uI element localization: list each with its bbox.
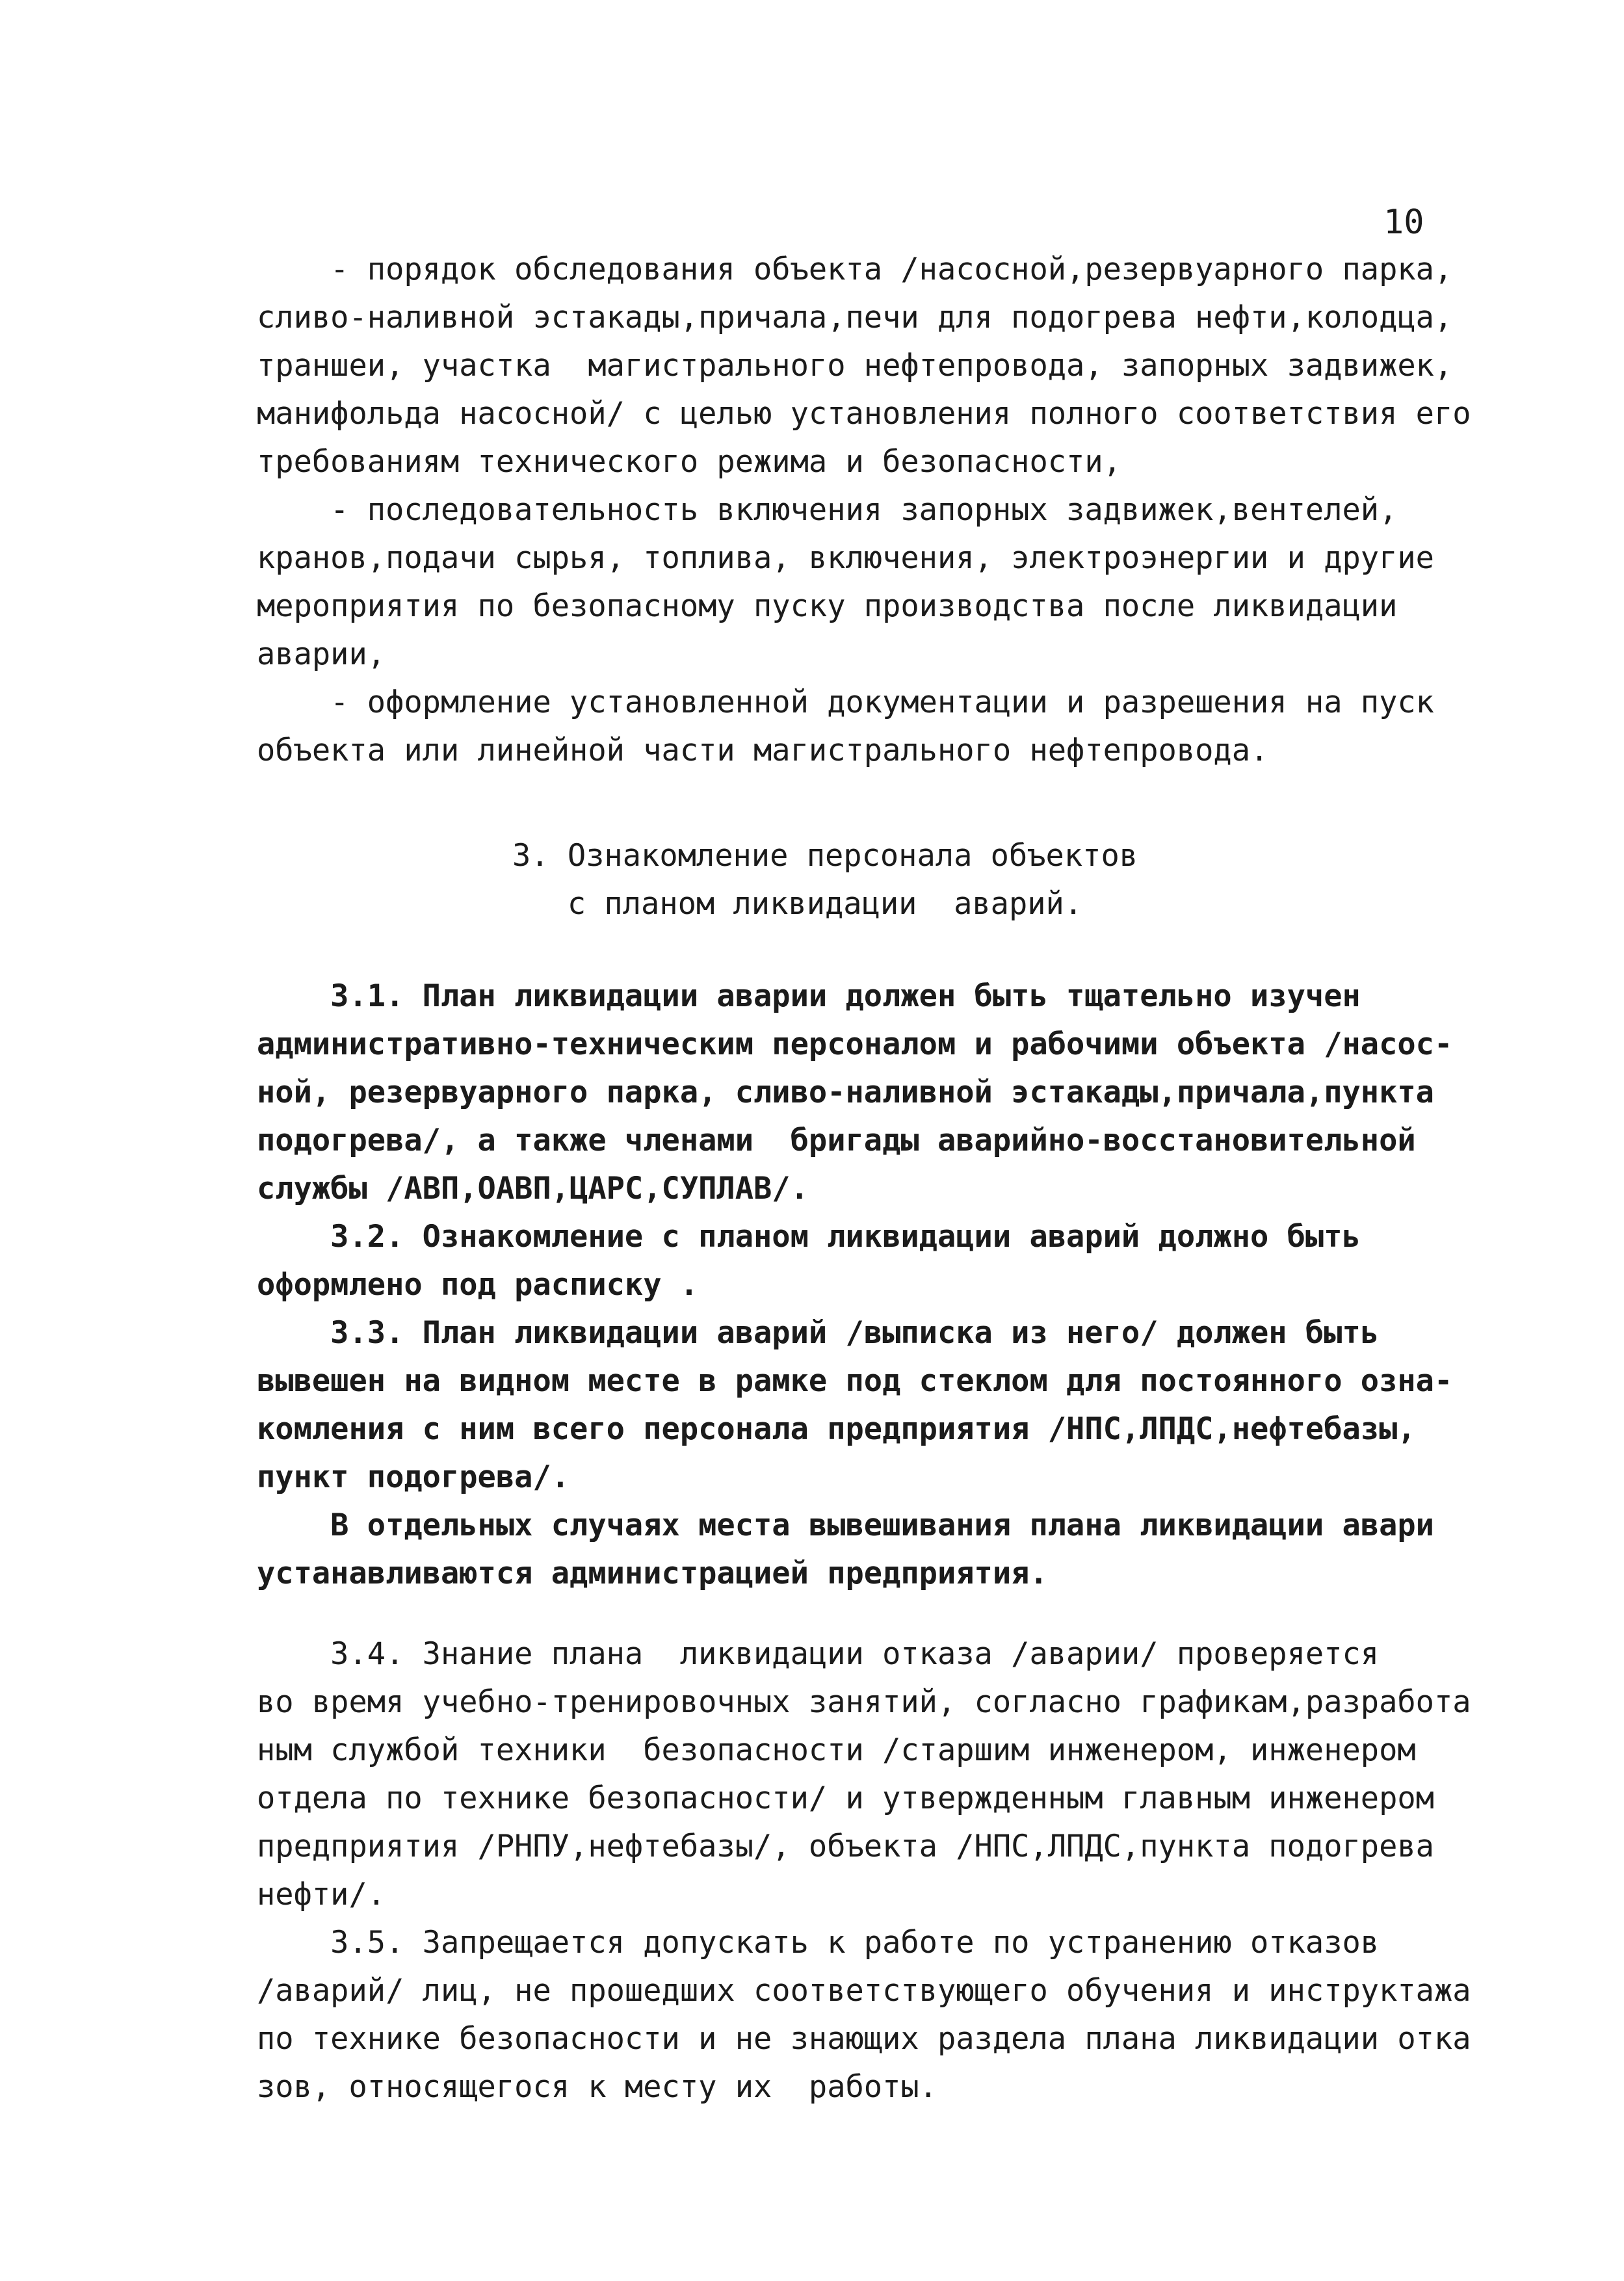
text-line: службы /АВП,ОАВП,ЦАРС,СУПЛАВ/. <box>257 1171 809 1206</box>
text-line: оформлено под расписку . <box>257 1267 699 1303</box>
text-line: нефти/. <box>257 1877 386 1912</box>
section-heading <box>0 832 1624 928</box>
text-line: сливо-наливной эстакады,причала,печи для подогрева нефти,колодца, <box>257 300 1453 335</box>
text-line: - порядок обследования объекта /насосной,резервуарного парка, <box>257 252 1453 287</box>
text-line: 3.5. Запрещается допускать к работе по устранению отказов <box>257 1925 1380 1961</box>
text-line: ным службой техники безопасности /старшим инженером, инженером <box>257 1732 1416 1768</box>
text-line: зов, относящегося к месту их работы. <box>257 2069 937 2105</box>
text-line: аварии, <box>257 636 386 672</box>
text-line: во время учебно-тренировочных занятий, согласно графикам,разработа <box>257 1684 1471 1720</box>
text-line: 3.3. План ликвидации аварий /выписка из него/ должен быть <box>257 1315 1380 1351</box>
text-line: пункт подогрева/. <box>257 1459 570 1495</box>
text-line: траншеи, участка магистрального нефтепровода, запорных задвижек, <box>257 348 1453 384</box>
text-line: 3.2. Ознакомление с планом ликвидации аварий должно быть <box>257 1219 1361 1255</box>
text-line: /аварий/ лиц, не прошедших соответствующего обучения и инструктажа <box>257 1973 1471 2009</box>
text-line: отдела по технике безопасности/ и утвержденным главным инженером <box>257 1780 1434 1816</box>
text-line: подогрева/, а также членами бригады аварийно-восстановительной <box>257 1123 1416 1158</box>
text-line: - последовательность включения запорных задвижек,вентелей, <box>257 492 1398 528</box>
text-line: требованиям технического режима и безопасности, <box>257 444 1121 480</box>
text-line: объекта или линейной части магистрального нефтепровода. <box>257 733 1269 768</box>
page-number: 10 <box>1383 203 1424 242</box>
text-line: вывешен на видном месте в рамке под стеклом для постоянного озна- <box>257 1363 1453 1399</box>
text-line: административно-техническим персоналом и рабочими объекта /насос- <box>257 1026 1453 1062</box>
procedure-list-section <box>257 246 1596 775</box>
text-line: В отдельных случаях места вывешивания плана ликвидации авари <box>257 1507 1434 1543</box>
heading-line: с планом ликвидации аварий. <box>567 886 1083 922</box>
text-line: кранов,подачи сырья, топлива, включения, электроэнергии и другие <box>257 540 1434 576</box>
text-line: мероприятия по безопасному пуску производства после ликвидации <box>257 588 1398 624</box>
text-line: 3.1. План ликвидации аварии должен быть тщательно изучен <box>257 978 1361 1014</box>
text-line: - оформление установленной документации и разрешения на пуск <box>257 684 1434 720</box>
section-3-paragraphs <box>257 972 1596 1598</box>
text-line: устанавливаются администрацией предприятия. <box>257 1556 1048 1591</box>
text-line: ной, резервуарного парка, сливо-наливной эстакады,причала,пункта <box>257 1075 1434 1110</box>
section-3-4-paragraphs <box>257 1630 1596 2111</box>
text-line: комления с ним всего персонала предприятия /НПС,ЛПДС,нефтебазы, <box>257 1411 1416 1447</box>
text-line: манифольда насосной/ с целью установления полного соответствия его <box>257 396 1471 432</box>
text-line: 3.4. Знание плана ликвидации отказа /аварии/ проверяется <box>257 1636 1380 1672</box>
heading-line: 3. Ознакомление персонала объектов <box>512 838 1138 874</box>
text-line: по технике безопасности и не знающих раздела плана ликвидации отка <box>257 2021 1471 2057</box>
text-line: предприятия /РНПУ,нефтебазы/, объекта /НПС,ЛПДС,пункта подогрева <box>257 1829 1434 1864</box>
